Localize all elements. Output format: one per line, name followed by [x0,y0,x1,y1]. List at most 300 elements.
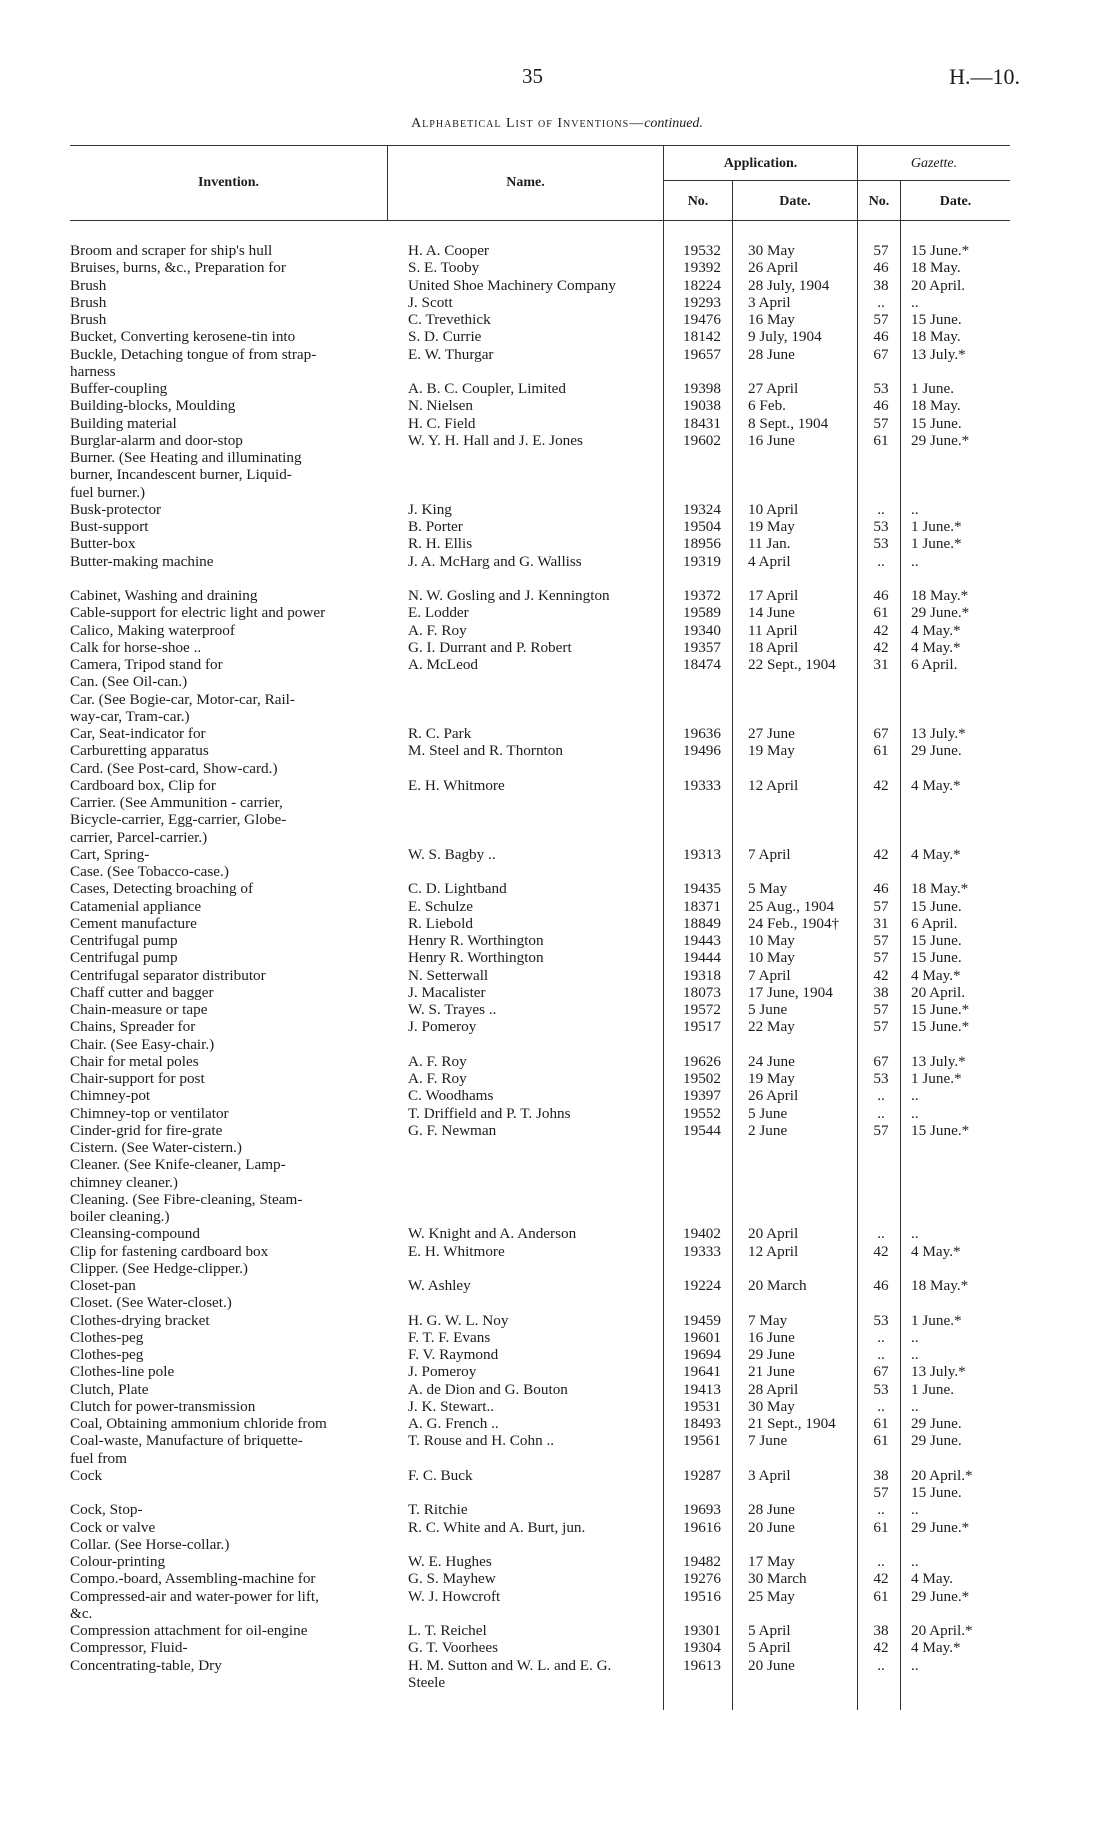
gazette-date-cell [901,449,1019,466]
app-date-cell: 7 June [748,1432,788,1450]
invention-cell: Clothes-peg [70,1346,144,1363]
app-no-cell: 19276 [683,1570,721,1588]
gazette-date-cell: 15 June.* [911,1121,970,1139]
app-date-cell: 24 June [748,1052,795,1070]
name-cell [396,1156,668,1173]
app-no-cell [668,570,738,587]
gazette-date-cell: 1 June.* [911,1311,962,1329]
app-date-cell: 5 June [748,1104,788,1122]
table-row [70,1467,1019,1484]
app-date-cell [738,1260,861,1277]
name-cell: J. Pomeroy [408,1363,477,1381]
app-no-cell: 19616 [683,1518,721,1536]
table-row [70,1639,1019,1656]
gazette-no-cell: 42 [873,621,889,639]
gazette-no-cell: .. [877,1328,885,1346]
invention-cell: Compo.-board, Assembling-machine for [70,1570,316,1588]
gazette-date-cell: 4 May.* [911,1242,961,1260]
app-no-cell: 19397 [683,1087,721,1105]
page-number: 35 [522,64,543,88]
app-date-cell: 4 April [748,552,791,570]
name-cell [396,691,668,708]
app-no-cell [668,829,738,846]
gazette-no-cell: 46 [873,328,889,346]
gazette-date-cell [901,1294,1019,1311]
gazette-no-cell [861,1139,901,1156]
gazette-no-cell: .. [877,500,885,518]
table-row [70,1381,1019,1398]
gazette-date-cell: .. [911,1328,919,1346]
name-cell: L. T. Reichel [408,1622,487,1639]
app-no-cell [668,794,738,811]
gazette-date-cell: .. [911,293,919,311]
table-row [70,777,1019,794]
gazette-date-cell: 20 April.* [911,1466,973,1484]
gazette-date-cell: 15 June.* [911,1018,970,1036]
table-row [70,363,1019,380]
gazette-no-cell: 53 [873,535,889,553]
table-row [70,242,1019,259]
app-date-cell: 24 Feb., 1904† [748,914,840,932]
invention-cell: way-car, Tram-car.) [70,707,190,725]
app-date-cell [738,466,861,483]
table-row [70,553,1019,570]
gazette-no-cell: 42 [873,638,889,656]
app-date-cell: 28 April [748,1380,799,1398]
gazette-no-cell [861,484,901,501]
table-row [70,1605,1019,1622]
gazette-no-cell: 42 [873,966,889,984]
gazette-no-cell: 46 [873,880,889,898]
gazette-no-cell: 38 [873,1466,889,1484]
gazette-date-cell [901,1450,1019,1467]
gazette-no-cell [861,1536,901,1553]
inventions-table-body [70,242,1019,1691]
invention-cell: Cinder-grid for fire-grate [70,1121,223,1139]
app-no-cell [668,673,738,690]
invention-cell: Chaff cutter and bagger [70,983,214,1001]
app-date-cell: 30 May [748,242,795,259]
invention-cell: Centrifugal pump [70,932,178,949]
table-row [70,518,1019,535]
name-cell: W. S. Bagby .. [408,845,496,863]
name-cell: E. H. Whitmore [408,1242,505,1260]
table-row [70,1225,1019,1242]
name-cell: A. McLeod [408,656,479,673]
name-cell: H. A. Cooper [408,242,489,259]
gazette-no-cell [861,1294,901,1311]
app-no-cell: 18474 [683,656,721,673]
gazette-date-cell: .. [911,1656,919,1674]
app-no-cell [668,1036,738,1053]
app-no-cell: 19301 [683,1622,721,1639]
gazette-no-cell: 61 [873,604,889,622]
app-date-cell: 21 Sept., 1904 [748,1415,836,1432]
invention-cell: Clipper. (See Hedge-clipper.) [70,1259,248,1277]
gazette-date-cell [901,691,1019,708]
invention-cell: Burner. (See Heating and illuminating [70,449,302,466]
gazette-no-cell [861,1450,901,1467]
name-cell: A. de Dion and G. Bouton [408,1380,568,1398]
gazette-no-cell: .. [877,1346,885,1363]
table-row [70,380,1019,397]
table-row [70,880,1019,897]
app-no-cell: 19443 [683,932,721,949]
app-date-cell: 27 June [748,725,795,742]
gazette-no-cell: 57 [873,1018,889,1036]
app-no-cell: 19398 [683,380,721,397]
invention-cell: Collar. (See Horse-collar.) [70,1535,230,1553]
gazette-date-cell [901,760,1019,777]
name-cell: S. E. Tooby [408,259,480,277]
name-cell [396,484,668,501]
gazette-no-cell [861,760,901,777]
invention-cell: Burglar-alarm and door-stop [70,431,243,449]
app-no-cell: 18849 [683,914,721,932]
invention-cell: Clothes-line pole [70,1363,175,1381]
name-cell: T. Driffield and P. T. Johns [408,1104,571,1122]
gazette-date-cell: 15 June. [911,932,962,949]
gazette-no-cell: .. [877,1656,885,1674]
invention-cell: Can. (See Oil-can.) [70,673,188,691]
invention-cell: Brush [70,311,107,328]
app-no-cell [668,1208,738,1225]
gazette-date-cell: 4 May.* [911,845,961,863]
app-date-cell: 21 June [748,1363,795,1381]
gazette-date-cell: 20 April. [911,983,966,1001]
gazette-date-cell [901,1208,1019,1225]
invention-cell: Coal-waste, Manufacture of briquette- [70,1432,303,1450]
app-date-cell: 28 June [748,345,795,363]
gazette-no-cell [861,1174,901,1191]
table-row [70,587,1019,604]
app-no-cell: 19641 [683,1363,721,1381]
gazette-date-cell [901,1036,1019,1053]
gazette-no-cell [861,863,901,880]
gazette-date-cell: 6 April. [911,656,958,673]
table-row [70,259,1019,276]
app-date-cell: 5 June [748,1001,788,1018]
gazette-no-cell: 57 [873,897,889,915]
name-cell [396,1450,668,1467]
gazette-date-cell: 18 May.* [911,587,969,604]
invention-cell: Bruises, burns, &c., Preparation for [70,259,286,277]
app-no-cell: 18493 [683,1415,721,1432]
gazette-no-cell [861,708,901,725]
app-no-cell: 19517 [683,1018,721,1036]
name-cell: A. F. Roy [408,621,467,639]
gazette-date-cell: 18 May. [911,259,961,277]
gazette-no-cell: 46 [873,397,889,415]
gazette-no-cell: 61 [873,431,889,449]
app-date-cell: 10 May [748,932,795,949]
name-cell: E. H. Whitmore [408,776,505,794]
app-date-cell: 3 April [748,1466,791,1484]
app-no-cell: 19444 [683,949,721,967]
gazette-date-cell [901,863,1019,880]
name-cell [396,1484,668,1501]
gazette-no-cell: 67 [873,1363,889,1381]
app-no-cell [668,1605,738,1622]
name-cell: Henry R. Worthington [408,932,544,949]
app-date-cell [738,1484,861,1501]
app-date-cell: 16 June [748,431,795,449]
app-date-cell: 22 May [748,1018,795,1036]
invention-cell: Cleaning. (See Fibre-cleaning, Steam- [70,1190,303,1208]
gazette-date-cell: .. [911,1553,919,1570]
gazette-date-cell [901,1536,1019,1553]
invention-cell: Centrifugal separator distributor [70,966,266,984]
app-date-cell [738,1156,861,1173]
name-cell: J. K. Stewart.. [408,1397,495,1415]
invention-cell: Camera, Tripod stand for [70,656,223,673]
gazette-date-cell: 1 June. [911,380,955,397]
table-row [70,1174,1019,1191]
gazette-no-cell: 46 [873,1277,889,1294]
app-no-cell: 19318 [683,966,721,984]
app-date-cell [738,1139,861,1156]
name-cell: W. S. Trayes .. [408,1001,497,1018]
gazette-date-cell: .. [911,1104,919,1122]
name-cell: F. T. F. Evans [408,1328,491,1346]
gazette-date-cell: 29 June.* [911,1518,970,1536]
invention-cell: Compression attachment for oil-engine [70,1622,308,1639]
app-no-cell: 19372 [683,587,721,604]
invention-cell: Cases, Detecting broaching of [70,880,254,898]
table-row [70,725,1019,742]
table-row [70,1087,1019,1104]
gazette-date-cell: 15 June. [911,1484,962,1501]
gazette-no-cell [861,794,901,811]
gazette-date-cell [901,811,1019,828]
gazette-no-cell: 31 [873,914,889,932]
gazette-date-cell: 13 July.* [911,345,966,363]
app-no-cell: 18073 [683,983,721,1001]
app-date-cell: 20 March [748,1277,807,1294]
invention-cell: harness [70,362,116,380]
gazette-date-cell: 29 June. [911,742,962,760]
gazette-no-cell: 42 [873,1242,889,1260]
name-cell: B. Porter [408,518,463,535]
app-no-cell: 19552 [683,1104,721,1122]
table-row [70,1553,1019,1570]
col-header-gaz-date: Date. [939,194,972,209]
gazette-no-cell: 42 [873,1570,889,1588]
app-date-cell [738,863,861,880]
gazette-date-cell: 4 May. [911,1570,954,1588]
gazette-no-cell: 61 [873,1518,889,1536]
gazette-no-cell: .. [877,1397,885,1415]
gazette-no-cell: 61 [873,1415,889,1432]
name-cell: H. C. Field [408,414,476,432]
name-cell [396,1536,668,1553]
invention-cell [70,570,396,587]
table-row [70,328,1019,345]
name-cell: G. T. Voorhees [408,1639,498,1657]
name-cell: S. D. Currie [408,328,482,346]
invention-cell: &c. [70,1604,93,1622]
name-cell [396,1036,668,1053]
app-date-cell: 19 May [748,1070,795,1087]
gazette-no-cell [861,1036,901,1053]
app-date-cell: 17 June, 1904 [748,983,833,1001]
app-no-cell [668,691,738,708]
app-no-cell [668,466,738,483]
gazette-no-cell [861,570,901,587]
gazette-no-cell [861,363,901,380]
table-row [70,1260,1019,1277]
app-no-cell: 19333 [683,1242,721,1260]
gazette-date-cell [901,1174,1019,1191]
app-no-cell: 19694 [683,1346,721,1363]
app-no-cell [668,484,738,501]
name-cell: G. F. Newman [408,1121,497,1139]
gazette-date-cell [901,570,1019,587]
table-row [70,501,1019,518]
name-cell: Steele [408,1673,446,1691]
gazette-no-cell: .. [877,1104,885,1122]
app-date-cell: 14 June [748,604,795,622]
gazette-date-cell: 6 April. [911,914,958,932]
gazette-no-cell: 42 [873,845,889,863]
invention-cell: Card. (See Post-card, Show-card.) [70,759,278,777]
app-no-cell: 19313 [683,845,721,863]
name-cell: A. F. Roy [408,1070,467,1087]
gazette-date-cell: 18 May. [911,397,961,415]
gazette-no-cell: 53 [873,1070,889,1087]
gazette-date-cell: 4 May.* [911,1639,961,1657]
app-date-cell: 3 April [748,293,791,311]
app-no-cell [668,708,738,725]
gazette-no-cell [861,1260,901,1277]
invention-cell: Closet-pan [70,1277,136,1294]
invention-cell: Cable-support for electric light and power [70,604,326,622]
table-row [70,949,1019,966]
gazette-no-cell: 38 [873,983,889,1001]
name-cell: E. Schulze [408,897,473,915]
app-date-cell [738,484,861,501]
gazette-no-cell: 57 [873,1001,889,1018]
gazette-date-cell: 20 April.* [911,1622,973,1639]
app-date-cell: 12 April [748,1242,799,1260]
gazette-no-cell [861,691,901,708]
invention-cell: Cardboard box, Clip for [70,776,216,794]
name-cell: W. Y. H. Hall and J. E. Jones [408,431,583,449]
app-date-cell: 5 May [748,880,788,898]
table-row [70,898,1019,915]
gazette-date-cell [901,794,1019,811]
gazette-date-cell: .. [911,1501,919,1519]
invention-cell: Car. (See Bogie-car, Motor-car, Rail- [70,690,295,708]
table-row [70,1363,1019,1380]
header-mid-rule [663,180,1010,181]
app-no-cell: 19324 [683,500,721,518]
title-main: Alphabetical List of Inventions [411,116,630,131]
gazette-date-cell: 13 July.* [911,725,966,742]
gazette-date-cell: 15 June. [911,897,962,915]
invention-cell: Broom and scraper for ship's hull [70,242,273,259]
app-date-cell [738,673,861,690]
name-cell [396,449,668,466]
app-no-cell [668,1260,738,1277]
invention-cell: Colour-printing [70,1553,166,1570]
table-row [70,794,1019,811]
name-cell [396,829,668,846]
app-date-cell [738,1036,861,1053]
table-row [70,622,1019,639]
invention-cell: Calico, Making waterproof [70,621,235,639]
gazette-no-cell: 61 [873,1432,889,1450]
app-date-cell: 12 April [748,776,799,794]
app-date-cell: 17 April [748,587,799,604]
header-top-rule [70,145,1010,146]
table-row [70,1415,1019,1432]
app-no-cell: 19502 [683,1070,721,1087]
gazette-date-cell [901,363,1019,380]
app-date-cell [738,1208,861,1225]
app-date-cell: 7 May [748,1311,788,1329]
app-no-cell: 19482 [683,1553,721,1570]
name-cell: J. A. McHarg and G. Walliss [408,552,582,570]
table-row [70,1657,1019,1674]
app-no-cell: 19413 [683,1380,721,1398]
app-no-cell: 19516 [683,1587,721,1605]
app-no-cell: 19561 [683,1432,721,1450]
app-date-cell: 28 July, 1904 [748,276,830,294]
gazette-no-cell: 38 [873,276,889,294]
invention-cell: Clip for fastening cardboard box [70,1242,269,1260]
invention-cell: Clothes-peg [70,1328,144,1346]
app-no-cell: 19357 [683,638,721,656]
gazette-date-cell: 15 June. [911,949,962,967]
table-row [70,1156,1019,1173]
gazette-no-cell: 42 [873,1639,889,1657]
name-cell: E. W. Thurgar [408,345,494,363]
app-date-cell [738,1174,861,1191]
invention-cell: boiler cleaning.) [70,1208,170,1225]
gazette-date-cell: 1 June.* [911,1070,962,1087]
app-no-cell: 19613 [683,1656,721,1674]
invention-cell: Cleansing-compound [70,1225,200,1243]
app-no-cell: 19601 [683,1328,721,1346]
app-no-cell: 19532 [683,242,721,259]
gazette-date-cell: 13 July.* [911,1363,966,1381]
gazette-date-cell: 29 June.* [911,1587,970,1605]
col-header-gaz-no: No. [868,194,890,209]
name-cell: A. F. Roy [408,1052,467,1070]
app-date-cell [738,691,861,708]
table-row [70,1398,1019,1415]
name-cell [396,1191,668,1208]
name-cell: T. Ritchie [408,1501,468,1519]
gazette-no-cell [861,1156,901,1173]
table-row [70,277,1019,294]
app-date-cell: 30 March [748,1570,807,1588]
app-date-cell [738,1536,861,1553]
app-no-cell: 18956 [683,535,721,553]
invention-cell: Cock, Stop- [70,1501,143,1519]
gazette-no-cell: 46 [873,259,889,277]
app-no-cell: 18224 [683,276,721,294]
app-no-cell: 19504 [683,518,721,535]
gazette-no-cell: .. [877,1553,885,1570]
gazette-date-cell: 4 May.* [911,638,961,656]
invention-cell: Cistern. (See Water-cistern.) [70,1139,242,1156]
app-date-cell [738,1294,861,1311]
invention-cell: Carrier. (See Ammunition - carrier, [70,794,283,811]
app-date-cell: 7 April [748,845,791,863]
table-row [70,742,1019,759]
